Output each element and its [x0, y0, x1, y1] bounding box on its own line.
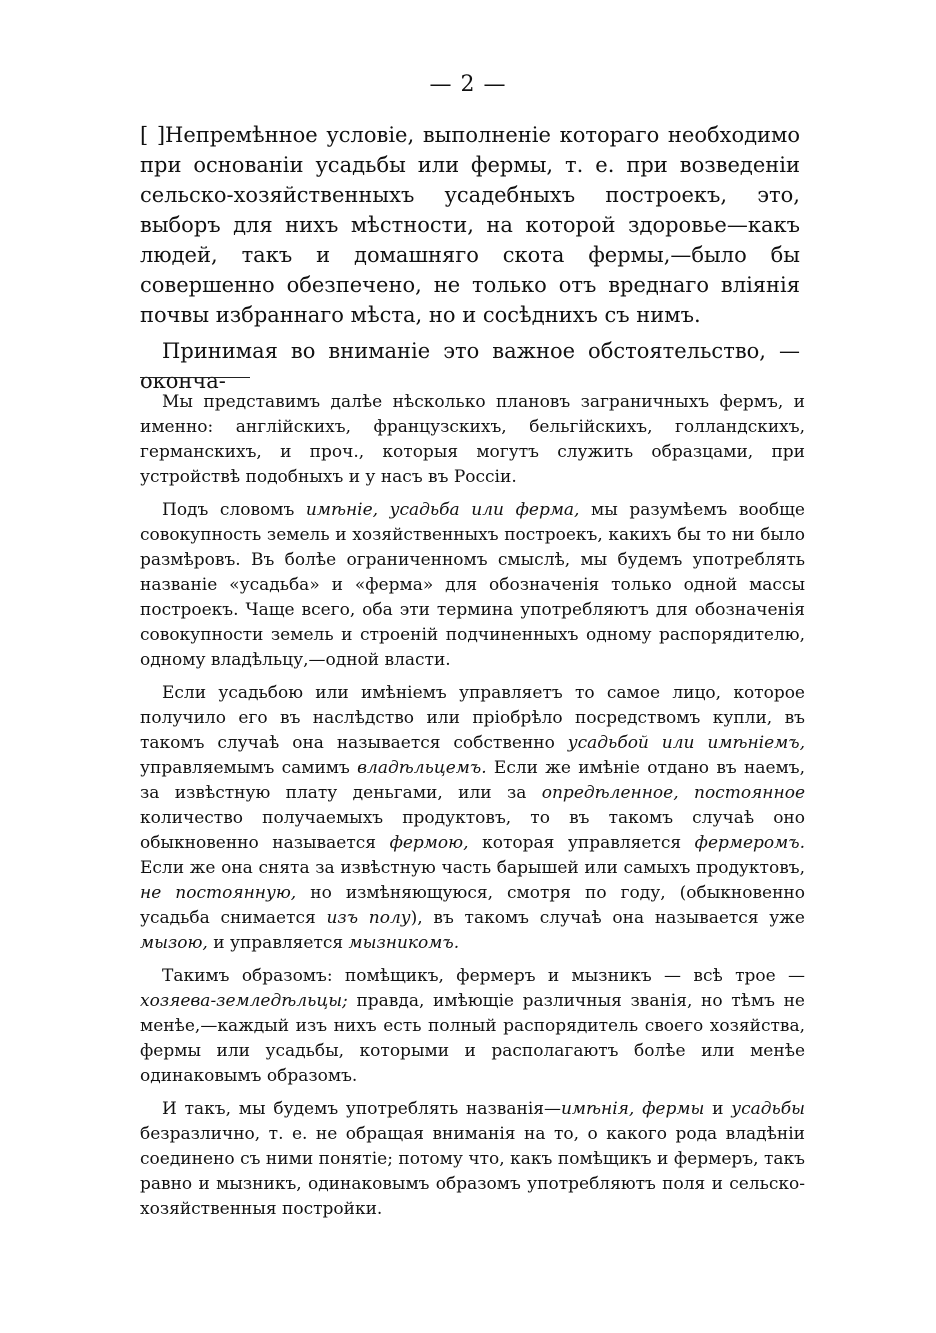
footnote-5-text-e: безразлично, т. е. не обращая вниманія на то, о какого рода владѣніи соединено съ ними понятіе; потому что, какъ помѣщикъ и фермеръ, такъ равно и мызникъ, одинаковымъ образомъ употребляютъ поля и сельско-хозяйственныя постройки. — [140, 1124, 805, 1219]
footnote-3-italic-d: владѣльцемъ. — [357, 758, 487, 778]
footnote-3-text-a: Если усадьбою или имѣніемъ управляетъ то самое лицо, которое получило его въ наслѣдство или пріобрѣло посредствомъ купли, въ такомъ случаѣ она называется собственно — [140, 683, 805, 753]
footnote-2 — [140, 498, 805, 673]
footnote-3-italic-n: изъ полу — [326, 908, 411, 928]
footnote-2-italic-terms: имѣніе, усадьба или ферма, — [305, 500, 580, 520]
footnote-5-text-c: и — [704, 1099, 732, 1119]
main-paragraph-1: [ ]Непремѣнное условіе, выполненіе котораго необходимо при основаніи усадьбы или фермы, т. е. при возведеніи сельско-хозяйственныхъ усадебныхъ построекъ, это, выборъ для нихъ мѣстности, на которой здоровье—какъ людей, такъ и домашняго скота фермы,—было бы совершенно обезпечено, не только отъ вреднаго вліянія почвы избраннаго мѣста, но и сосѣднихъ съ нимъ. — [140, 123, 800, 327]
footnote-5 — [140, 1097, 805, 1222]
footnote-4-text-a: Такимъ образомъ: помѣщикъ, фермеръ и мызникъ — всѣ трое — — [162, 966, 805, 986]
footnote-3-italic-p: мызою, — [140, 933, 208, 953]
footnote-3-italic-f: опредѣленное, постоянное — [541, 783, 806, 803]
footnote-3-italic-b: усадьбой или имѣніемъ, — [567, 733, 805, 753]
footnote-3-text-k: Если же она снята за извѣстную часть барышей или самыхъ продуктовъ, — [140, 858, 805, 878]
footnote-2-text-a: Подъ словомъ — [162, 500, 306, 520]
footnote-3 — [140, 681, 805, 956]
footnotes — [140, 390, 805, 1230]
footnote-3-text-m: но измѣняющуюся, смотря по году, (обыкновенно усадьба снимается — [140, 883, 805, 928]
footnote-3-text-i: которая управляется — [468, 833, 695, 853]
footnote-3-italic-r: мызникомъ. — [348, 933, 460, 953]
footnote-3-text-e: Если же имѣніе отдано въ наемъ, за извѣстную плату деньгами, или за — [140, 758, 805, 803]
footnote-3-text-q: и управляется — [207, 933, 349, 953]
footnote-4-text-c: правда, имѣющіе различныя званія, но тѣмъ не менѣе,—каждый изъ нихъ есть полный распорядитель своего хозяйства, фермы или усадьбы, которыми и располагаютъ болѣе или менѣе одинаковымъ образомъ. — [140, 991, 805, 1086]
footnote-3-italic-h: фермою, — [389, 833, 469, 853]
page-number: — 2 — — [429, 72, 507, 97]
main-paragraph-2: Принимая во вниманіе это важное обстоятельство, — оконча- — [140, 339, 800, 393]
footnote-3-text-o: ), въ такомъ случаѣ она называется уже — [410, 908, 805, 928]
footnote-5-italic-b: имѣнія, фермы — [560, 1099, 705, 1119]
footnote-3-italic-l: не постоянную, — [140, 883, 297, 903]
footnote-5-text-a: И такъ, мы будемъ употреблять названія— — [162, 1099, 561, 1119]
main-text — [140, 120, 800, 396]
footnote-4-italic-b: хозяева-земледѣльцы; — [140, 991, 348, 1011]
footnote-3-text-g: количество получаемыхъ продуктовъ, то въ такомъ случаѣ оно обыкновенно называется — [140, 808, 805, 853]
footnote-3-text-c: управляемымъ самимъ — [140, 758, 358, 778]
footnote-4 — [140, 964, 805, 1089]
footnote-1: Мы представимъ далѣе нѣсколько плановъ заграничныхъ фермъ, и именно: англійскихъ, французскихъ, бельгійскихъ, голландскихъ, германскихъ, и проч., которыя могутъ служить образцами, при устройствѣ подобныхъ и у насъ въ Россіи. — [140, 392, 805, 487]
footnote-5-italic-d: усадьбы — [731, 1099, 806, 1119]
footnote-3-italic-j: фермеромъ. — [694, 833, 805, 853]
footnote-2-text-c: мы разумѣемъ вообще совокупность земель и хозяйственныхъ построекъ, какихъ бы то ни было размѣровъ. Въ болѣе ограниченномъ смыслѣ, мы будемъ употреблять названіе «усадьба» и «ферма» для обозначенія только одной массы построекъ. Чаще всего, оба эти термина употребляютъ для обозначенія совокупности земель и строеній подчиненныхъ одному распорядителю, одному владѣльцу,—одной власти. — [140, 500, 805, 670]
footnote-divider — [140, 377, 250, 378]
